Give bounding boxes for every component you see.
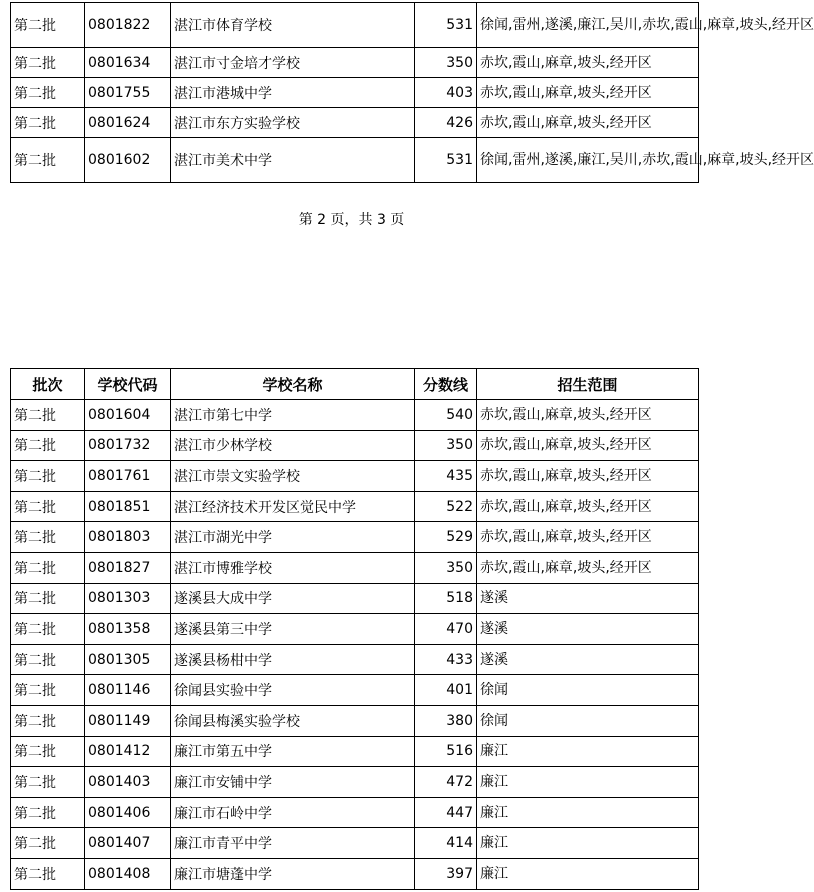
table-row <box>11 767 699 798</box>
cell-score: 531 <box>415 138 477 183</box>
cell-score: 516 <box>415 736 477 767</box>
cell-school-code: 0801303 <box>85 583 171 614</box>
cell-school-code: 0801761 <box>85 461 171 492</box>
cell-score: 380 <box>415 705 477 736</box>
cell-school-code: 0801412 <box>85 736 171 767</box>
cell-school-name: 湛江市体育学校 <box>171 3 415 48</box>
table-row <box>11 522 699 553</box>
table-row <box>11 430 699 461</box>
cell-school-code: 0801634 <box>85 48 171 78</box>
cell-batch: 第二批 <box>11 3 85 48</box>
cell-school-code: 0801827 <box>85 552 171 583</box>
cell-range: 赤坎,霞山,麻章,坡头,经开区 <box>477 78 699 108</box>
cell-range: 赤坎,霞山,麻章,坡头,经开区 <box>477 552 699 583</box>
cell-score: 403 <box>415 78 477 108</box>
cell-school-name: 遂溪县第三中学 <box>171 614 415 645</box>
cell-range: 赤坎,霞山,麻章,坡头,经开区 <box>477 522 699 553</box>
cell-school-name: 湛江市少林学校 <box>171 430 415 461</box>
cell-range: 徐闻,雷州,遂溪,廉江,吴川,赤坎,霞山,麻章,坡头,经开区 <box>477 138 699 183</box>
table-row <box>11 614 699 645</box>
cell-batch: 第二批 <box>11 552 85 583</box>
header-school-code: 学校代码 <box>85 369 171 400</box>
cell-school-name: 湛江市崇文实验学校 <box>171 461 415 492</box>
cell-batch: 第二批 <box>11 108 85 138</box>
cell-range: 徐闻,雷州,遂溪,廉江,吴川,赤坎,霞山,麻章,坡头,经开区 <box>477 3 699 48</box>
table-row <box>11 583 699 614</box>
cell-school-name: 湛江市博雅学校 <box>171 552 415 583</box>
cell-school-code: 0801755 <box>85 78 171 108</box>
admission-table-bottom <box>10 368 699 890</box>
cell-score: 472 <box>415 767 477 798</box>
header-batch: 批次 <box>11 369 85 400</box>
table-row <box>11 828 699 859</box>
cell-batch: 第二批 <box>11 583 85 614</box>
cell-score: 531 <box>415 3 477 48</box>
table-top-body <box>11 3 814 183</box>
table-row <box>11 491 699 522</box>
cell-score: 426 <box>415 108 477 138</box>
cell-batch: 第二批 <box>11 736 85 767</box>
cell-school-name: 徐闻县梅溪实验学校 <box>171 705 415 736</box>
cell-school-name: 遂溪县大成中学 <box>171 583 415 614</box>
cell-batch: 第二批 <box>11 461 85 492</box>
cell-batch: 第二批 <box>11 797 85 828</box>
cell-range: 廉江 <box>477 828 699 859</box>
cell-batch: 第二批 <box>11 614 85 645</box>
cell-range: 廉江 <box>477 736 699 767</box>
table-row <box>11 858 699 889</box>
cell-batch: 第二批 <box>11 522 85 553</box>
cell-school-code: 0801408 <box>85 858 171 889</box>
cell-batch: 第二批 <box>11 491 85 522</box>
table-row <box>11 644 699 675</box>
cell-score: 447 <box>415 797 477 828</box>
table-row <box>11 705 699 736</box>
table-row <box>11 797 699 828</box>
table-row <box>11 78 699 108</box>
cell-school-code: 0801146 <box>85 675 171 706</box>
cell-range: 赤坎,霞山,麻章,坡头,经开区 <box>477 400 699 431</box>
cell-score: 433 <box>415 644 477 675</box>
cell-batch: 第二批 <box>11 138 85 183</box>
table-header-row <box>11 369 699 400</box>
cell-school-code: 0801624 <box>85 108 171 138</box>
cell-batch: 第二批 <box>11 675 85 706</box>
cell-batch: 第二批 <box>11 400 85 431</box>
cell-range: 赤坎,霞山,麻章,坡头,经开区 <box>477 461 699 492</box>
cell-batch: 第二批 <box>11 767 85 798</box>
cell-batch: 第二批 <box>11 858 85 889</box>
cell-school-name: 遂溪县杨柑中学 <box>171 644 415 675</box>
cell-score: 350 <box>415 430 477 461</box>
cell-score: 350 <box>415 552 477 583</box>
admission-table-top <box>10 2 814 183</box>
header-school-name: 学校名称 <box>171 369 415 400</box>
cell-range: 遂溪 <box>477 614 699 645</box>
table-row <box>11 108 699 138</box>
page-indicator: 第 2 页，共 3 页 <box>298 212 405 228</box>
cell-range: 遂溪 <box>477 644 699 675</box>
table-row <box>11 400 699 431</box>
cell-school-name: 湛江市东方实验学校 <box>171 108 415 138</box>
cell-score: 540 <box>415 400 477 431</box>
cell-school-name: 廉江市塘蓬中学 <box>171 858 415 889</box>
cell-batch: 第二批 <box>11 705 85 736</box>
table-row <box>11 461 699 492</box>
header-score: 分数线 <box>415 369 477 400</box>
cell-range: 廉江 <box>477 767 699 798</box>
cell-school-code: 0801149 <box>85 705 171 736</box>
cell-school-name: 廉江市安铺中学 <box>171 767 415 798</box>
table-row <box>11 552 699 583</box>
cell-school-name: 湛江市港城中学 <box>171 78 415 108</box>
cell-school-code: 0801403 <box>85 767 171 798</box>
cell-school-code: 0801407 <box>85 828 171 859</box>
cell-batch: 第二批 <box>11 828 85 859</box>
cell-range: 赤坎,霞山,麻章,坡头,经开区 <box>477 48 699 78</box>
cell-range: 廉江 <box>477 797 699 828</box>
cell-score: 401 <box>415 675 477 706</box>
cell-school-code: 0801406 <box>85 797 171 828</box>
cell-score: 397 <box>415 858 477 889</box>
cell-score: 414 <box>415 828 477 859</box>
cell-school-code: 0801604 <box>85 400 171 431</box>
table-row <box>11 736 699 767</box>
cell-range: 徐闻 <box>477 705 699 736</box>
cell-school-name: 廉江市第五中学 <box>171 736 415 767</box>
cell-school-name: 湛江市湖光中学 <box>171 522 415 553</box>
cell-score: 518 <box>415 583 477 614</box>
cell-school-name: 廉江市青平中学 <box>171 828 415 859</box>
cell-range: 赤坎,霞山,麻章,坡头,经开区 <box>477 108 699 138</box>
table-row <box>11 48 699 78</box>
cell-range: 赤坎,霞山,麻章,坡头,经开区 <box>477 491 699 522</box>
table-row <box>11 675 699 706</box>
cell-range: 遂溪 <box>477 583 699 614</box>
cell-school-name: 湛江市美术中学 <box>171 138 415 183</box>
cell-school-code: 0801822 <box>85 3 171 48</box>
cell-school-code: 0801602 <box>85 138 171 183</box>
cell-school-name: 徐闻县实验中学 <box>171 675 415 706</box>
cell-batch: 第二批 <box>11 430 85 461</box>
cell-school-name: 湛江市寸金培才学校 <box>171 48 415 78</box>
cell-score: 470 <box>415 614 477 645</box>
cell-school-code: 0801803 <box>85 522 171 553</box>
cell-batch: 第二批 <box>11 644 85 675</box>
cell-score: 529 <box>415 522 477 553</box>
cell-score: 435 <box>415 461 477 492</box>
cell-batch: 第二批 <box>11 78 85 108</box>
cell-batch: 第二批 <box>11 48 85 78</box>
cell-score: 522 <box>415 491 477 522</box>
table-row <box>11 138 699 183</box>
cell-range: 徐闻 <box>477 675 699 706</box>
cell-school-name: 廉江市石岭中学 <box>171 797 415 828</box>
cell-score: 350 <box>415 48 477 78</box>
cell-school-name: 湛江经济技术开发区觉民中学 <box>171 491 415 522</box>
cell-school-code: 0801358 <box>85 614 171 645</box>
table-row <box>11 3 699 48</box>
header-range: 招生范围 <box>477 369 699 400</box>
cell-range: 廉江 <box>477 858 699 889</box>
cell-school-code: 0801732 <box>85 430 171 461</box>
cell-range: 赤坎,霞山,麻章,坡头,经开区 <box>477 430 699 461</box>
cell-school-code: 0801851 <box>85 491 171 522</box>
cell-school-name: 湛江市第七中学 <box>171 400 415 431</box>
cell-school-code: 0801305 <box>85 644 171 675</box>
table-bottom-body <box>11 400 699 890</box>
